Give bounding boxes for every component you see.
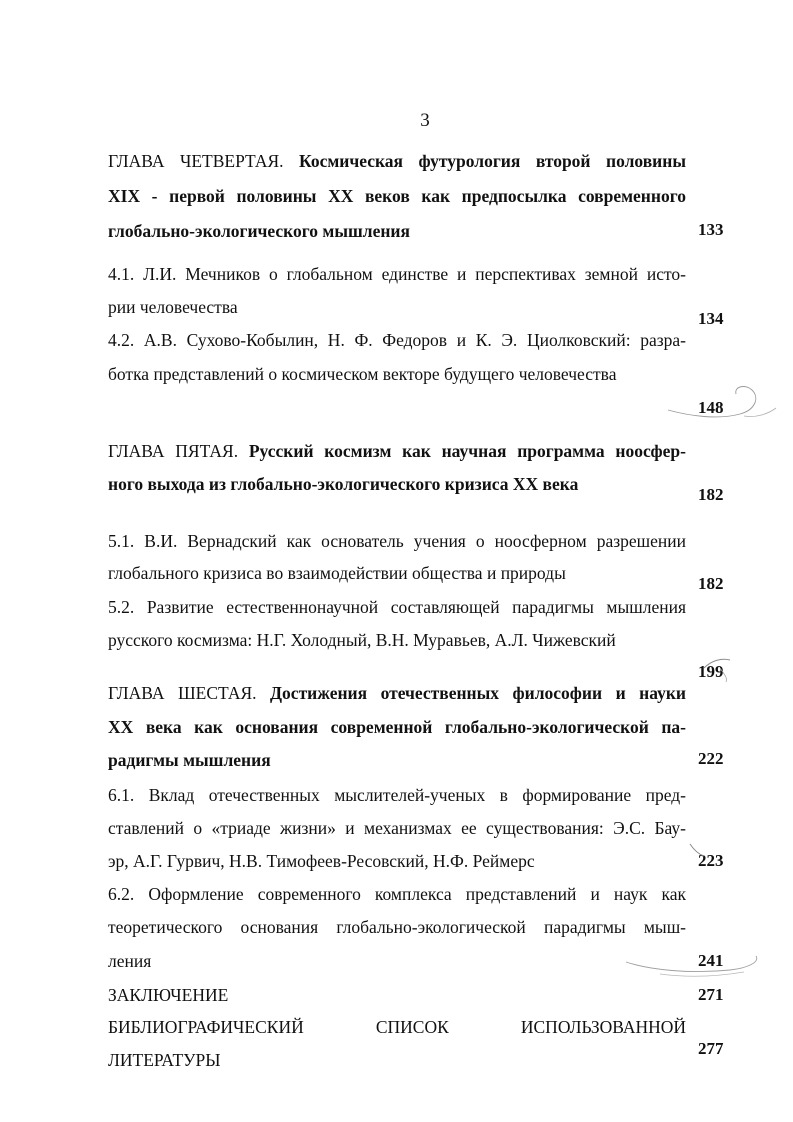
section-5-1-line-2: глобального кризиса во взаимодействии общества и природы [108, 563, 566, 583]
section-5-2-line-2: русского космизма: Н.Г. Холодный, В.Н. Муравьев, А.Л. Чижевский [108, 630, 616, 650]
section-6-1-line-1: 6.1. Вклад отечественных мыслителей-ученых в формирование пред- [108, 785, 686, 805]
chapter-4-title-part-1: Космическая футурология второй половины [299, 151, 686, 171]
section-5-1-page: 182 [698, 574, 724, 593]
bibliography-line-2: ЛИТЕРАТУРЫ [108, 1050, 221, 1070]
section-4-1-page: 134 [698, 309, 724, 328]
section-6-2-line-3: ления [108, 951, 152, 971]
section-6-1-page: 223 [698, 851, 724, 870]
section-6-2-line-2: теоретического основания глобально-экологической парадигмы мыш- [108, 917, 686, 937]
chapter-4-lead: ГЛАВА ЧЕТВЕРТАЯ. [108, 151, 284, 171]
bibliography-word-1: БИБЛИОГРАФИЧЕСКИЙ [108, 1017, 304, 1037]
section-6-2-page: 241 [698, 951, 724, 970]
bibliography-word-3: ИСПОЛЬЗОВАННОЙ [520, 1017, 687, 1037]
section-5-2-page: 199 [698, 662, 724, 681]
chapter-4-title-line-3: глобально-экологического мышления [108, 221, 410, 241]
conclusion-label: ЗАКЛЮЧЕНИЕ [108, 985, 229, 1005]
section-6-1-line-3: эр, А.Г. Гурвич, Н.В. Тимофеев-Ресовский, Н.Ф. Реймерс [108, 851, 535, 871]
section-4-2-page: 148 [698, 398, 724, 417]
chapter-4-title-line-2: XIX - первой половины XX веков как предпосылка современного [108, 186, 686, 206]
bibliography-page: 277 [698, 1039, 724, 1058]
bibliography-line-1 [108, 1016, 686, 1038]
chapter-6-title-line-2: XX века как основания современной глобально-экологической па- [108, 717, 686, 737]
chapter-5-title-line-2: ного выхода из глобально-экологического кризиса XX века [108, 474, 579, 494]
section-5-1-line-1: 5.1. В.И. Вернадский как основатель учения о ноосферном разрешении [108, 531, 686, 551]
section-6-1-line-2: ставлений о «триаде жизни» и механизмах ее существования: Э.С. Бау- [108, 818, 686, 838]
chapter-6-title-part-1: Достижения отечественных философии и науки [270, 683, 686, 703]
chapter-6-page: 222 [698, 749, 724, 768]
chapter-6-lead: ГЛАВА ШЕСТАЯ. [108, 683, 257, 703]
chapter-5-page: 182 [698, 485, 724, 504]
section-4-2-line-2: ботка представлений о космическом векторе будущего человечества [108, 364, 617, 384]
chapter-5-title-part-1: Русский космизм как научная программа ноосфер- [248, 441, 686, 461]
section-4-1-line-1: 4.1. Л.И. Мечников о глобальном единстве и перспективах земной исто- [108, 264, 686, 284]
section-4-1-line-2: рии человечества [108, 297, 238, 317]
conclusion-page: 271 [698, 985, 724, 1004]
chapter-5-title-line-1 [108, 440, 686, 462]
chapter-6-title-line-3: радигмы мышления [108, 750, 271, 770]
section-6-2-line-1: 6.2. Оформление современного комплекса представлений и наук как [108, 884, 686, 904]
section-4-2-line-1: 4.2. А.В. Сухово-Кобылин, Н. Ф. Федоров и К. Э. Циолковский: разра- [108, 330, 686, 350]
chapter-4-title-line-1 [108, 150, 686, 172]
chapter-4-page: 133 [698, 220, 724, 239]
page-number: 3 [420, 110, 430, 131]
chapter-6-title-line-1 [108, 682, 686, 704]
section-5-2-line-1: 5.2. Развитие естественнонаучной составляющей парадигмы мышления [108, 597, 686, 617]
bibliography-word-2: СПИСОК [375, 1017, 449, 1037]
chapter-5-lead: ГЛАВА ПЯТАЯ. [108, 441, 239, 461]
